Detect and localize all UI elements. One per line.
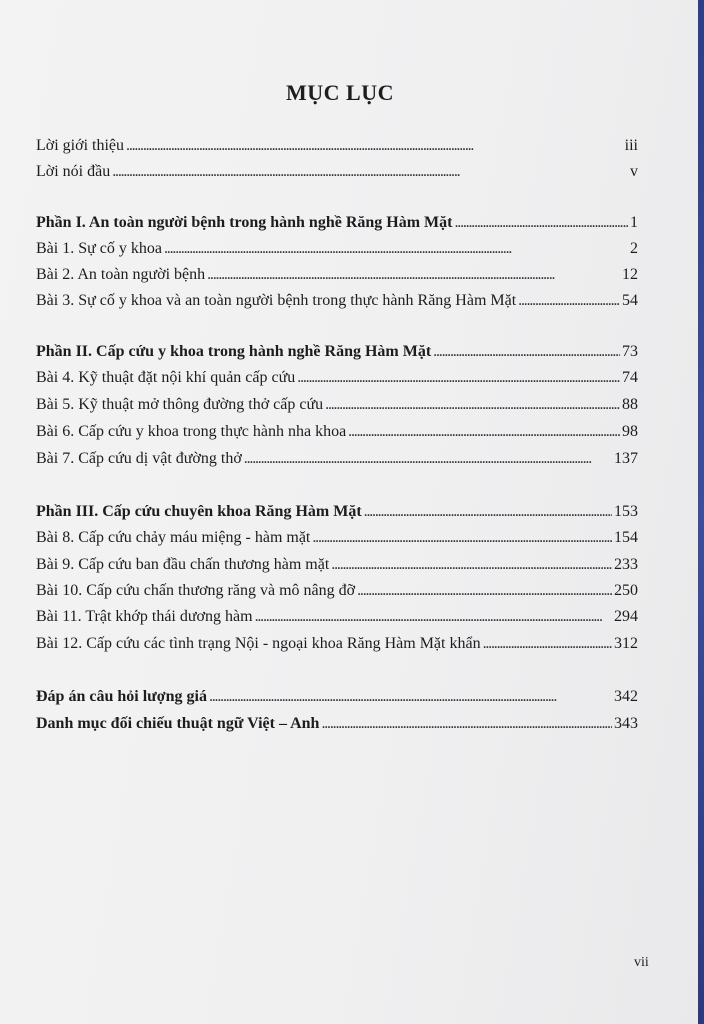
toc-entry-label: Lời giới thiệu <box>36 137 125 154</box>
toc-entry-page: 312 <box>614 635 638 652</box>
toc-entry-page: 73 <box>622 343 638 360</box>
toc-entry-lesson-8 <box>36 529 638 553</box>
toc-entry-page: 12 <box>622 266 638 283</box>
leader-dots <box>297 369 620 387</box>
toc-part-label: Phần III. Cấp cứu chuyên khoa Răng Hàm Mặt <box>36 503 362 520</box>
leader-dots <box>244 450 612 468</box>
toc-entry-label: Bài 11. Trật khớp thái dương hàm <box>36 608 253 625</box>
toc-entry-label: Bài 10. Cấp cứu chấn thương răng và mô nâng đỡ <box>36 582 356 599</box>
leader-dots <box>483 635 612 653</box>
toc-entry-label: Bài 6. Cấp cứu y khoa trong thực hành nha khoa <box>36 423 347 440</box>
toc-part-label: Danh mục đối chiếu thuật ngữ Việt – Anh <box>36 715 320 732</box>
toc-entry-page: 154 <box>614 529 638 546</box>
leader-dots <box>126 137 623 155</box>
toc-entry-page: v <box>630 163 638 180</box>
toc-entry-lesson-6 <box>36 423 638 447</box>
toc-entry-lesson-3 <box>36 292 638 316</box>
toc-entry-label: Bài 12. Cấp cứu các tình trạng Nội - ngoại khoa Răng Hàm Mặt khẩn <box>36 635 481 652</box>
toc-entry-page: 74 <box>622 369 638 386</box>
toc-answer-key <box>36 688 638 712</box>
leader-dots <box>255 608 612 626</box>
toc-entry-page: 88 <box>622 396 638 413</box>
leader-dots <box>312 529 612 547</box>
toc-entry-page: iii <box>624 137 638 154</box>
leader-dots <box>164 240 628 258</box>
toc-entry-lesson-11 <box>36 608 638 632</box>
toc-entry-preface <box>36 137 638 161</box>
leader-dots <box>454 214 628 232</box>
toc-entry-label: Bài 8. Cấp cứu chảy máu miệng - hàm mặt <box>36 529 311 546</box>
toc-entry-lesson-10 <box>36 582 638 606</box>
toc-entry-label: Bài 7. Cấp cứu dị vật đường thở <box>36 450 242 467</box>
toc-part-label: Phần I. An toàn người bệnh trong hành nghề Răng Hàm Mặt <box>36 214 453 231</box>
toc-entry-lesson-12 <box>36 635 638 659</box>
page-number: vii <box>634 955 649 970</box>
toc-entry-page: 137 <box>614 450 638 467</box>
toc-entry-page: 250 <box>614 582 638 599</box>
toc-part-2 <box>36 343 638 367</box>
toc-entry-lesson-7 <box>36 450 638 474</box>
toc-entry-lesson-4 <box>36 369 638 393</box>
toc-entry-label: Bài 1. Sự cố y khoa <box>36 240 162 257</box>
toc-entry-label: Bài 2. An toàn người bệnh <box>36 266 206 283</box>
toc-part-label: Đáp án câu hỏi lượng giá <box>36 688 207 705</box>
toc-entry-page: 2 <box>630 240 638 257</box>
leader-dots <box>518 292 620 310</box>
leader-dots <box>433 343 620 361</box>
toc-entry-label: Bài 4. Kỹ thuật đặt nội khí quản cấp cứu <box>36 369 296 386</box>
leader-dots <box>364 503 612 521</box>
toc-entry-lesson-5 <box>36 396 638 420</box>
toc-entry-page: 153 <box>614 503 638 520</box>
toc-entry-page: 98 <box>622 423 638 440</box>
toc-entry-lesson-1 <box>36 240 638 264</box>
leader-dots <box>112 163 628 181</box>
toc-entry-lesson-2 <box>36 266 638 290</box>
leader-dots <box>207 266 620 284</box>
toc-entry-page: 233 <box>614 556 638 573</box>
toc-entry-page: 1 <box>630 214 638 231</box>
leader-dots <box>321 715 612 733</box>
toc-entry-label: Lời nói đầu <box>36 163 111 180</box>
leader-dots <box>357 582 612 600</box>
toc-entry-label: Bài 3. Sự cố y khoa và an toàn người bệnh trong thực hành Răng Hàm Mặt <box>36 292 517 309</box>
book-cover-edge <box>698 0 704 1024</box>
toc-entry-label: Bài 9. Cấp cứu ban đầu chấn thương hàm mặt <box>36 556 330 573</box>
toc-entry-page: 54 <box>622 292 638 309</box>
toc-glossary <box>36 715 638 739</box>
leader-dots <box>348 423 620 441</box>
leader-dots <box>325 396 620 414</box>
toc-entry-label: Bài 5. Kỹ thuật mở thông đường thở cấp cứu <box>36 396 324 413</box>
leader-dots <box>209 688 612 706</box>
toc-entry-lesson-9 <box>36 556 638 580</box>
toc-part-3 <box>36 503 638 527</box>
toc-entry-page: 294 <box>614 608 638 625</box>
toc-entry-page: 342 <box>614 688 638 705</box>
leader-dots <box>331 556 612 574</box>
page-title: MỤC LỤC <box>286 80 394 105</box>
toc-part-1 <box>36 214 638 238</box>
toc-part-label: Phần II. Cấp cứu y khoa trong hành nghề Răng Hàm Mặt <box>36 343 432 360</box>
toc-entry-page: 343 <box>614 715 638 732</box>
toc-entry-foreword <box>36 163 638 187</box>
